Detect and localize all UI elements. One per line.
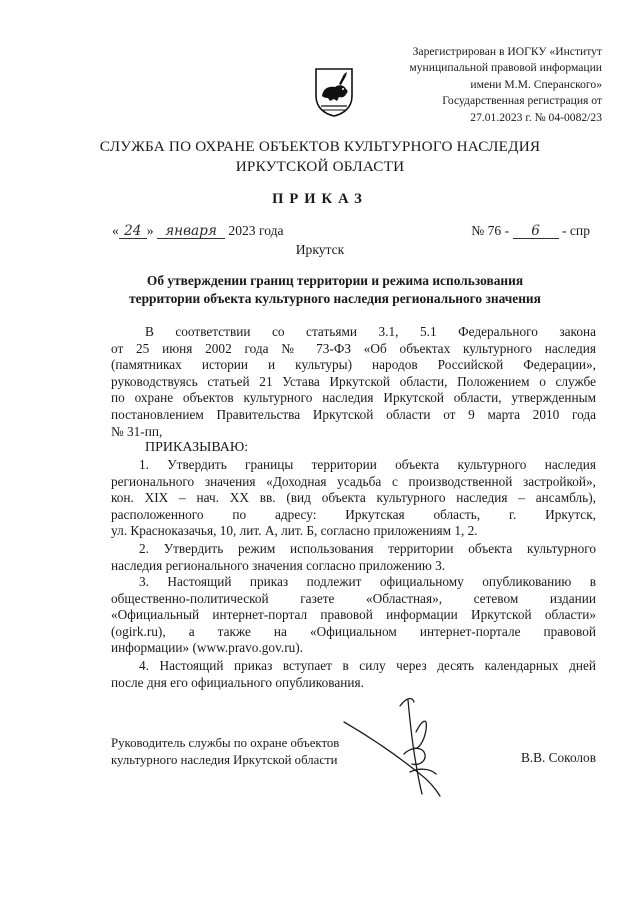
date-open-quote: «	[112, 223, 119, 238]
document-date	[112, 223, 284, 239]
text-line: 4. Настоящий приказ вступает в силу через десять календарных дней	[139, 658, 596, 673]
text-line: В соответствии со статьями 3.1, 5.1 Федерального закона	[145, 324, 596, 339]
signatory-name: В.В. Соколов	[520, 750, 596, 765]
text-line: постановлением Правительства Иркутской области от 9 марта 2010 года	[111, 406, 596, 422]
text-line: 2. Утвердить режим использования территории объекта культурного	[139, 541, 596, 556]
document-title-line1: Об утверждении границ территории и режима использования	[146, 273, 524, 288]
date-year: 2023 года	[228, 223, 284, 238]
document-title-line2: территории объекта культурного наследия регионального значения	[129, 291, 541, 306]
date-day-handwritten: 24	[119, 225, 147, 239]
document-city: Иркутск	[295, 242, 345, 257]
text-line: 3. Настоящий приказ подлежит официальному опубликованию в	[139, 574, 596, 589]
signatory-position-line2: культурного наследия Иркутской области	[111, 752, 338, 767]
text-line: по охране объектов культурного наследия Иркутской области, утвержденным	[111, 390, 596, 406]
text-line: «Официальный интернет-портал правовой информации Иркутской области»	[111, 607, 596, 623]
document-type: ПРИКАЗ	[272, 191, 368, 207]
order-item-3	[111, 574, 596, 657]
text-line: кон. XIX – нач. XX вв. (вид объекта культурного наследия – ансамбль),	[111, 490, 596, 506]
date-close-quote: »	[146, 223, 154, 238]
irkutsk-coat-of-arms-icon	[313, 66, 355, 118]
text-line: ул. Красноказачья, 10, лит. А, лит. Б, согласно приложениям 1, 2.	[111, 523, 478, 539]
order-item-2	[111, 541, 596, 574]
organization-name-line2: ИРКУТСКОЙ ОБЛАСТИ	[235, 158, 405, 175]
text-line: (памятниках истории и культуры) народов Российской Федерации»,	[111, 357, 596, 373]
text-line: расположенного по адресу: Иркутская область, г. Иркутск,	[111, 506, 596, 522]
registration-line: 27.01.2023 г. № 04-0082/23	[470, 110, 602, 124]
handwritten-signature-icon	[340, 692, 470, 802]
registration-line: муниципальной правовой информации	[409, 61, 602, 75]
order-item-4	[111, 658, 596, 691]
date-month-handwritten: января	[157, 225, 225, 239]
text-line: после дня его официального опубликования.	[111, 674, 364, 690]
text-line: наследия регионального значения согласно приложению 3.	[111, 557, 446, 573]
preamble-paragraph	[111, 324, 596, 440]
text-line: 1. Утвердить границы территории объекта культурного наследия	[139, 457, 596, 472]
signatory-position	[111, 735, 339, 768]
registration-stamp	[362, 44, 602, 126]
organization-name-line1: СЛУЖБА ПО ОХРАНЕ ОБЪЕКТОВ КУЛЬТУРНОГО НАСЛЕДИЯ	[99, 138, 541, 155]
number-prefix: № 76 -	[471, 223, 510, 238]
text-line: от 25 июня 2002 года № 73-ФЗ «Об объектах культурного наследия	[111, 340, 596, 356]
registration-line: имени М.М. Сперанского»	[470, 77, 602, 91]
signatory-position-line1: Руководитель службы по охране объектов	[111, 736, 340, 750]
order-word: ПРИКАЗЫВАЮ:	[145, 440, 249, 455]
registration-line: Зарегистрирован в ИОГКУ «Институт	[412, 45, 602, 58]
text-line: общественно-политической газете «Областная», сетевом издании	[111, 590, 596, 606]
text-line: регионального значения «Доходная усадьба с производственной застройкой»,	[111, 473, 596, 489]
order-item-1	[111, 457, 596, 540]
text-line: (ogirk.ru), а также на «Официальном интернет-портале правовой	[111, 623, 596, 639]
document-number	[471, 223, 590, 239]
registration-line: Государственная регистрация от	[442, 94, 602, 108]
number-handwritten: 6	[513, 225, 559, 239]
text-line: руководствуясь статьей 21 Устава Иркутской области, Положением о службе	[111, 373, 596, 389]
text-line: информации» (www.pravo.gov.ru).	[111, 640, 304, 656]
text-line: № 31-пп,	[111, 423, 163, 439]
number-suffix: - спр	[561, 223, 590, 238]
